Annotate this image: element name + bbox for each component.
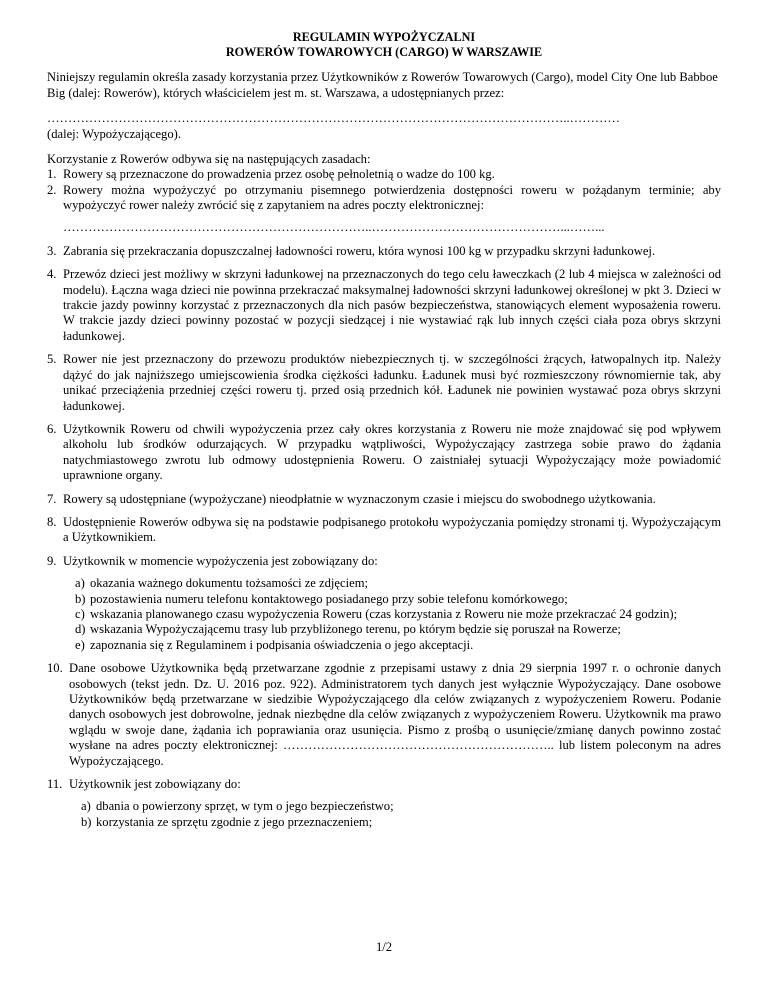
title-line-1: REGULAMIN WYPOŻYCZALNI <box>292 30 476 44</box>
email-placeholder: ………………………………………………………………..………………………………………...……... <box>63 220 605 235</box>
rules-lead: Korzystanie z Rowerów odbywa się na następujących zasadach: <box>47 151 371 166</box>
sub-number: d) <box>75 622 86 637</box>
sub-text: korzystania ze sprzętu zgodnie z jego przeznaczeniem; <box>96 814 373 829</box>
rule-number: 6. <box>47 421 57 436</box>
sub-text: zapoznania się z Regulaminem i podpisania oświadczenia o jego akceptacji. <box>90 637 474 652</box>
sub-text: wskazania planowanego czasu wypożyczenia Roweru (czas korzystania z Roweru nie może przekraczać 24 godzin); <box>90 606 678 621</box>
rule-item-11 <box>47 777 721 830</box>
rule-number: 2. <box>47 182 57 197</box>
rule-11-sublist <box>69 799 721 830</box>
rule-text: Użytkownik jest zobowiązany do: <box>69 777 241 792</box>
intro-paragraph: Niniejszy regulamin określa zasady korzystania przez Użytkowników z Rowerów Towarowych (Cargo), model City One lub Babboe Big (dalej: Rowerów), których właścicielem jest m. st. Warszawa, a udostępnianych przez: <box>47 70 718 100</box>
title-line-2: ROWERÓW TOWAROWYCH (CARGO) W WARSZAWIE <box>225 44 543 59</box>
rule-text: Rower nie jest przeznaczony do przewozu produktów niebezpiecznych tj. w szczególności żrących, łatwopalnych itp. Należy dążyć do jak najniższego umiejscowienia środka ciężkości ładunku. Ładunek musi być rozmieszczony równomiernie tak, aby unikać przeciążenia przedniej części roweru tj. przed osią przednich kół. Ładunek nie powinien wystawać poza obrys skrzyni ładunkowej. <box>63 352 721 413</box>
document-title <box>47 30 721 59</box>
rule-item-5 <box>47 352 721 414</box>
rule-item-8 <box>47 515 721 546</box>
rule-item-3 <box>47 244 721 259</box>
sub-item-e <box>75 638 721 653</box>
rule-text: Użytkownik w momencie wypożyczenia jest zobowiązany do: <box>63 553 378 568</box>
rule-text: Rowery są przeznaczone do prowadzenia przez osobę pełnoletnią o wadze do 100 kg. <box>63 167 495 182</box>
rule-item-10 <box>47 661 721 769</box>
rule-item-1 <box>47 167 721 182</box>
sub-item-d <box>75 622 721 637</box>
sub-item-c <box>75 607 721 622</box>
rule-text: Użytkownik Roweru od chwili wypożyczenia przez cały okres korzystania z Roweru nie może znajdować się pod wpływem alkoholu lub środków odurzających. W przypadku wątpliwości, Wypożyczający zastrzega sobie prawo do żądania natychmiastowego zwrotu lub odmowy udostępnienia Roweru. O zaistniałej sytuacji Wypożyczający może powiadomić uprawnione organy. <box>63 421 721 483</box>
rule-text: Zabrania się przekraczania dopuszczalnej ładowności roweru, która wynosi 100 kg w przypadku skrzyni ładunkowej. <box>63 243 656 258</box>
sub-item-a <box>75 576 721 591</box>
page-number: 1/2 <box>375 940 393 954</box>
rule-number: 11. <box>47 777 63 792</box>
sub-text: dbania o powierzony sprzęt, w tym o jego bezpieczeństwo; <box>96 799 394 814</box>
rule-text: Rowery są udostępniane (wypożyczane) nieodpłatnie w wyznaczonym czasie i miejscu do swobodnego użytkowania. <box>63 491 656 506</box>
sub-number: c) <box>75 606 85 621</box>
sub-item-a <box>81 799 721 814</box>
rule-number: 3. <box>47 243 57 258</box>
rule-text: Przewóz dzieci jest możliwy w skrzyni ładunkowej na przeznaczonych do tego celu ławeczkach (2 lub 4 miejsca w zależności od modelu). Łączna waga dzieci nie powinna przekraczać maksymalnej ładowności skrzyni ładunkowej określonej w pkt 3. Dzieci w trakcie jazdy powinny korzystać z przeznaczonych dla nich pasów bezpieczeństwa, stanowiących element wyposażenia roweru. W trakcie jazdy dzieci powinny pozostać w pozycji siedzącej i nie wystawiać rąk lub innych części ciała poza obrys skrzyni ładunkowej. <box>63 267 721 343</box>
sub-item-b <box>75 592 721 607</box>
rule-9-sublist <box>63 576 721 653</box>
rule-text: Rowery można wypożyczyć po otrzymaniu pisemnego potwierdzenia dostępności roweru w pożądanym terminie; aby wypożyczyć rower należy zwrócić się z zapytaniem na adres poczty elektronicznej: <box>63 182 721 213</box>
lender-placeholder: ……………………………………………………………………………………………………………..………… <box>47 111 621 125</box>
rule-item-9 <box>47 554 721 653</box>
rule-number: 10. <box>47 661 63 676</box>
sub-number: a) <box>81 799 91 814</box>
rule-number: 9. <box>47 553 57 568</box>
rules-list <box>47 167 721 830</box>
sub-text: pozostawienia numeru telefonu kontaktowego posiadanego przy sobie telefonu komórkowego; <box>90 591 568 606</box>
rule-item-6 <box>47 422 721 484</box>
rule-item-2 <box>47 183 721 236</box>
rule-number: 4. <box>47 267 57 282</box>
sub-number: b) <box>81 814 92 829</box>
rule-number: 7. <box>47 491 57 506</box>
sub-number: e) <box>75 637 85 652</box>
rule-text: Udostępnienie Rowerów odbywa się na podstawie podpisanego protokołu wypożyczania pomiędzy stronami tj. Wypożyczającym a Użytkownikiem. <box>63 514 721 545</box>
sub-text: okazania ważnego dokumentu tożsamości ze zdjęciem; <box>90 576 368 591</box>
sub-text: wskazania Wypożyczającemu trasy lub przybliżonego terenu, po którym będzie się poruszał na Rowerze; <box>90 622 621 637</box>
rule-number: 5. <box>47 352 57 367</box>
lender-note: (dalej: Wypożyczającego). <box>47 127 181 142</box>
rule-item-7 <box>47 492 721 507</box>
rule-text: Dane osobowe Użytkownika będą przetwarzane zgodnie z przepisami ustawy z dnia 29 sierpnia 1997 r. o ochronie danych osobowych (tekst jedn. Dz. U. 2016 poz. 922). Administratorem tych danych jest wyłącznie Wypożyczający. Dane osobowe Użytkowników będą przetwarzane w siedzibie Wypożyczającego dla celów związanych z wypożyczeniem Roweru. Podanie danych osobowych jest dobrowolne, jednak niezbędne dla celów związanych z wypożyczeniem Roweru. Użytkownik ma prawo wglądu w swoje dane, żądania ich poprawiania oraz usunięcia. Pismo z prośbą o usunięcie/zmianę danych powinno zostać wysłane na adres poczty elektronicznej: ……………………………………………………….. lub listem poleconym na adres Wypożyczającego. <box>69 661 721 768</box>
rule-number: 1. <box>47 167 57 182</box>
rule-number: 8. <box>47 514 57 529</box>
sub-number: b) <box>75 591 86 606</box>
sub-item-b <box>81 815 721 830</box>
sub-number: a) <box>75 576 85 591</box>
rule-item-4 <box>47 267 721 344</box>
